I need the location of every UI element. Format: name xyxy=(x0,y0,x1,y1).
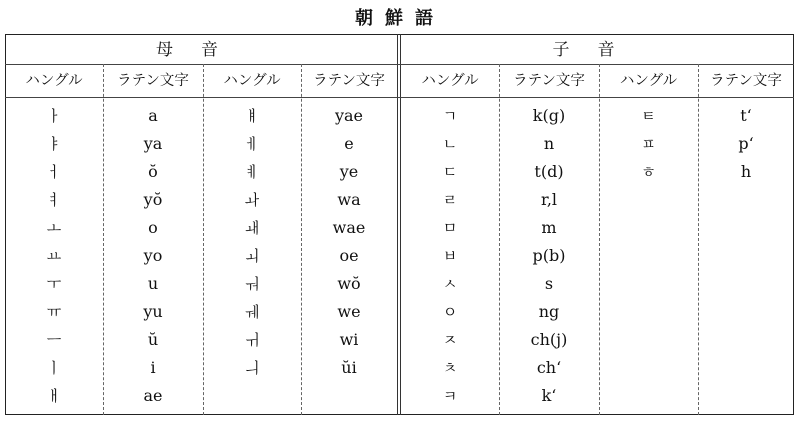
table-cell: ŭ xyxy=(147,330,159,349)
table-cell: ch(j) xyxy=(530,330,568,349)
table-cell: oe xyxy=(339,246,359,265)
vowel-hangul-column-1 xyxy=(5,102,103,410)
consonant-latin-column-2 xyxy=(698,102,794,186)
table-cell: ㅛ xyxy=(46,247,62,265)
table-cell: ae xyxy=(143,386,163,405)
table-cell: we xyxy=(337,302,361,321)
table-cell: ㅝ xyxy=(244,275,260,293)
consonants-group-label: 子音 xyxy=(552,40,643,60)
table-cell: h xyxy=(740,162,752,181)
table-cell: m xyxy=(541,218,557,237)
table-cell: n xyxy=(543,134,555,153)
table-cell: ng xyxy=(538,302,560,321)
table-cell: ㅒ xyxy=(244,107,260,125)
table-cell: ㅇ xyxy=(442,303,458,321)
table-cell: ㅑ xyxy=(46,135,62,153)
table-cell: t(d) xyxy=(534,162,564,181)
table-cell: ㅣ xyxy=(46,359,62,377)
table-cell: ㄴ xyxy=(442,135,458,153)
table-cell: ya xyxy=(143,134,163,153)
table-cell: ㅋ xyxy=(442,387,458,405)
table-cell: ㅓ xyxy=(46,163,62,181)
table-cell: ㅚ xyxy=(244,247,260,265)
table-cell: k(g) xyxy=(532,106,566,125)
table-cell: ㅕ xyxy=(46,191,62,209)
table-cell: yŏ xyxy=(143,190,163,209)
table-cell: ㅏ xyxy=(46,107,62,125)
consonant-latin-column-1 xyxy=(499,102,599,410)
table-cell: ㄷ xyxy=(442,163,458,181)
table-cell: ㅁ xyxy=(442,219,458,237)
table-cell: wi xyxy=(339,330,359,349)
table-cell: ㄹ xyxy=(442,191,458,209)
table-cell: ㅜ xyxy=(46,275,62,293)
table-cell: s xyxy=(544,274,554,293)
table-cell: ㅡ xyxy=(46,331,62,349)
column-header: ハングル xyxy=(25,73,83,89)
table-cell: e xyxy=(344,134,354,153)
table-cell: ŭi xyxy=(341,358,357,377)
table-cell: k‘ xyxy=(541,386,557,405)
table-cell: ㅟ xyxy=(244,331,260,349)
column-header: ラテン文字 xyxy=(710,73,782,89)
table-cell: t‘ xyxy=(740,106,752,125)
table-cell: o xyxy=(148,218,158,237)
header-rule xyxy=(5,64,794,65)
column-header: ラテン文字 xyxy=(117,73,189,89)
table-cell: ㅍ xyxy=(641,135,656,153)
vowel-hangul-column-2 xyxy=(203,102,301,382)
table-cell: wae xyxy=(332,218,366,237)
table-cell: ㅖ xyxy=(244,163,260,181)
vowel-latin-column-1 xyxy=(103,102,203,410)
table-cell: ㅐ xyxy=(46,387,62,405)
table-cell: ㅈ xyxy=(442,331,458,349)
table-cell: ŏ xyxy=(148,162,158,181)
table-cell: ye xyxy=(339,162,359,181)
table-cell: i xyxy=(150,358,156,377)
consonant-hangul-column-2 xyxy=(599,102,698,186)
table-cell: wa xyxy=(337,190,361,209)
table-cell: r,l xyxy=(540,190,558,209)
table-cell: p(b) xyxy=(532,246,566,265)
table-cell: ㅂ xyxy=(442,247,458,265)
column-header: ラテン文字 xyxy=(513,73,585,89)
table-cell: ch‘ xyxy=(536,358,562,377)
table-cell: ㅘ xyxy=(244,191,260,209)
table-cell: ㅎ xyxy=(641,163,656,181)
table-cell: ㅗ xyxy=(46,219,62,237)
subheader-rule xyxy=(5,97,794,98)
table-cell: a xyxy=(148,106,158,125)
table-cell: wŏ xyxy=(337,274,361,293)
table-cell: u xyxy=(147,274,159,293)
table-cell: yae xyxy=(334,106,364,125)
column-header: ハングル xyxy=(421,73,479,89)
column-header: ハングル xyxy=(619,73,678,89)
table-cell: ㅌ xyxy=(641,107,656,125)
table-cell: ㅔ xyxy=(244,135,260,153)
consonant-hangul-column-1 xyxy=(401,102,499,410)
table-cell: ㅊ xyxy=(442,359,458,377)
table-cell: ㄱ xyxy=(442,107,458,125)
page-title: 朝鮮語 xyxy=(355,8,445,29)
table-cell: p‘ xyxy=(738,134,754,153)
table-cell: yo xyxy=(143,246,163,265)
column-header: ラテン文字 xyxy=(313,73,385,89)
table-cell: ㅙ xyxy=(244,219,260,237)
vowels-group-label: 母音 xyxy=(156,40,246,60)
column-header: ハングル xyxy=(223,73,281,89)
table-cell: ㅠ xyxy=(46,303,62,321)
table-cell: yu xyxy=(143,302,163,321)
vowel-latin-column-2 xyxy=(301,102,397,382)
table-cell: ㅅ xyxy=(442,275,458,293)
table-cell: ㅞ xyxy=(244,303,260,321)
table-cell: ㅢ xyxy=(244,359,260,377)
